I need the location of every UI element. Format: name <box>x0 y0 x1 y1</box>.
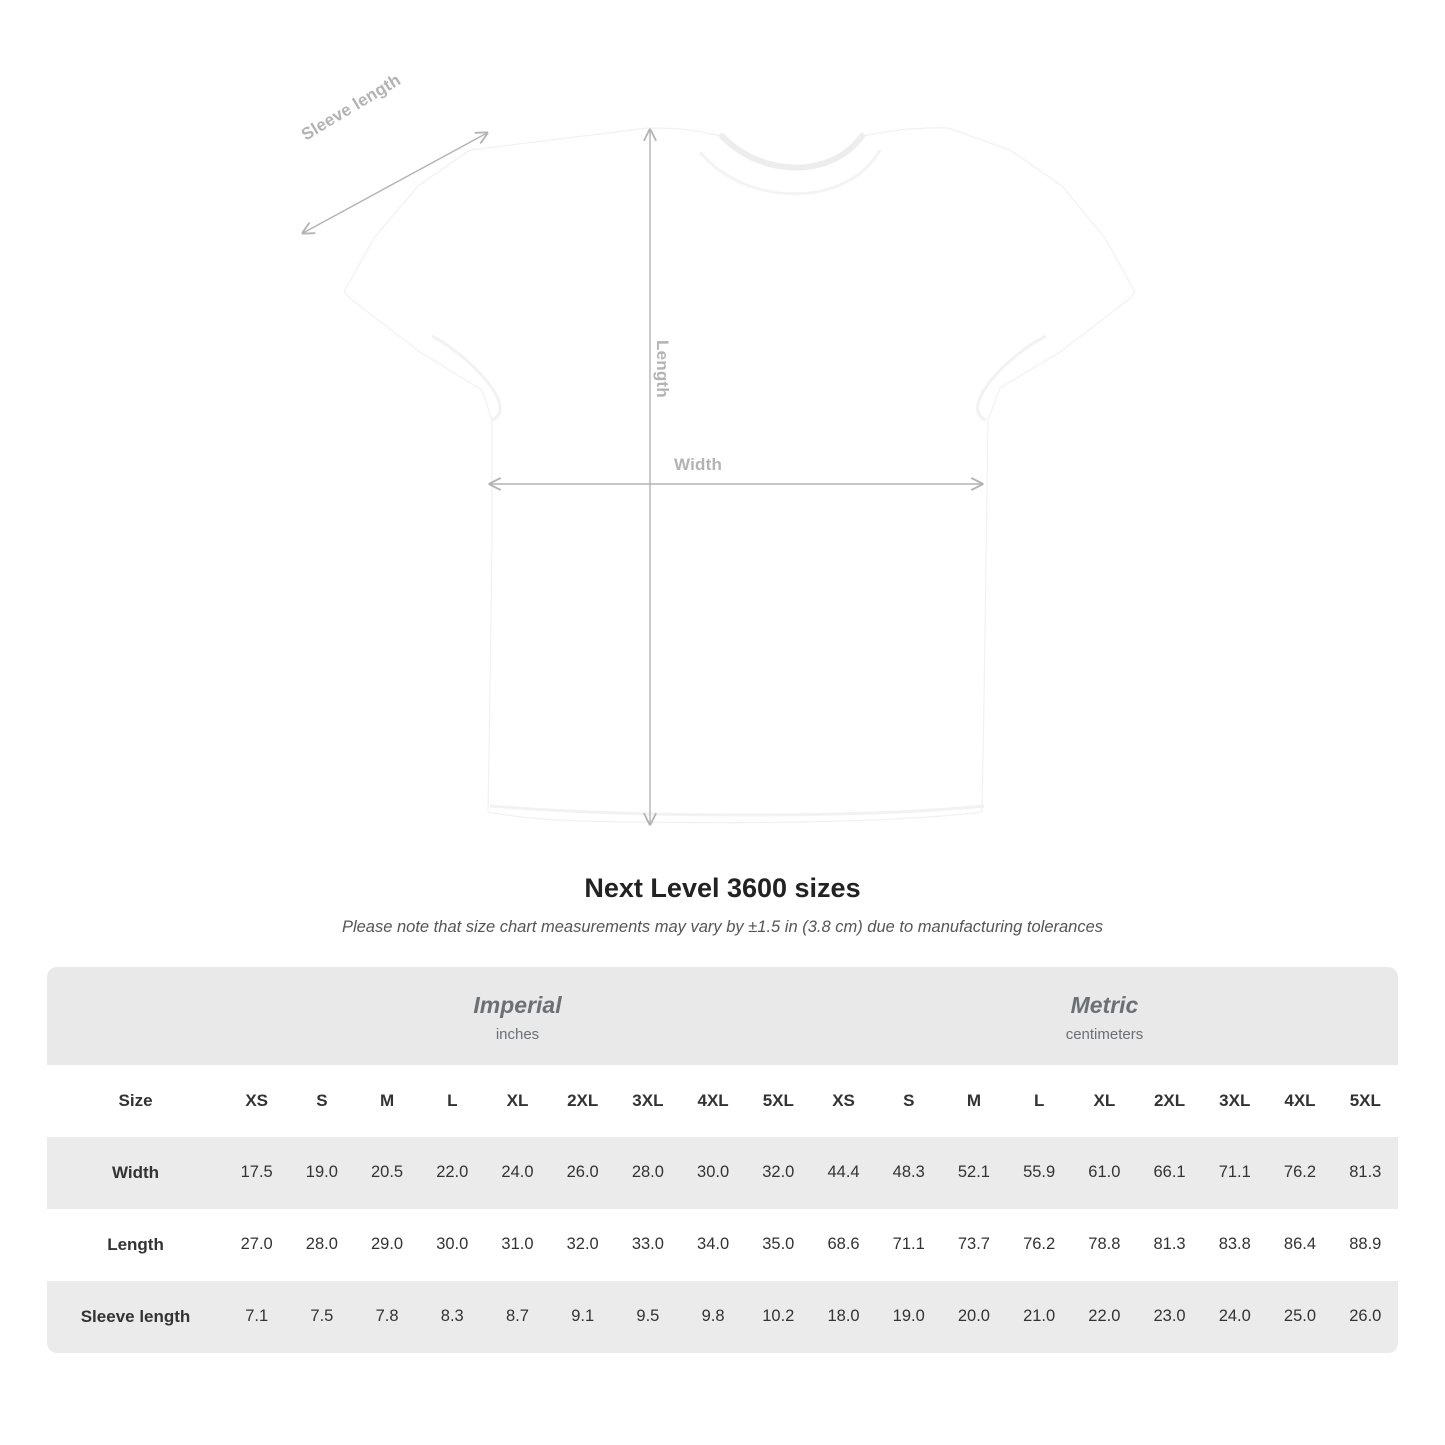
metric-sub: centimeters <box>1065 1025 1144 1043</box>
value-cell: 9.5 <box>615 1281 680 1353</box>
value-cell: 17.5 <box>224 1137 289 1209</box>
value-cell: 78.8 <box>1072 1209 1137 1281</box>
value-cell: 68.6 <box>811 1209 876 1281</box>
size-table <box>47 967 1398 1353</box>
value-cell: 7.5 <box>289 1281 354 1353</box>
value-cell: 22.0 <box>420 1137 485 1209</box>
size-cell: XS <box>224 1065 289 1137</box>
title-block <box>0 873 1445 937</box>
value-cell: 33.0 <box>615 1209 680 1281</box>
value-cell: 76.2 <box>1007 1209 1072 1281</box>
value-cell: 7.1 <box>224 1281 289 1353</box>
table-row <box>47 1209 1398 1281</box>
value-cell: 7.8 <box>354 1281 419 1353</box>
value-cell: 19.0 <box>289 1137 354 1209</box>
value-cell: 19.0 <box>876 1281 941 1353</box>
value-cell: 27.0 <box>224 1209 289 1281</box>
value-cell: 20.0 <box>941 1281 1006 1353</box>
size-cell: 4XL <box>680 1065 745 1137</box>
size-cell: XL <box>1072 1065 1137 1137</box>
size-cell: M <box>354 1065 419 1137</box>
value-cell: 9.8 <box>680 1281 745 1353</box>
imperial-sub: inches <box>495 1025 540 1043</box>
metric-name: Metric <box>1070 992 1139 1018</box>
value-cell: 23.0 <box>1137 1281 1202 1353</box>
value-cell: 44.4 <box>811 1137 876 1209</box>
size-cell: XS <box>811 1065 876 1137</box>
imperial-name: Imperial <box>473 992 562 1018</box>
value-cell: 30.0 <box>680 1137 745 1209</box>
size-cell: S <box>289 1065 354 1137</box>
value-cell: 88.9 <box>1333 1209 1398 1281</box>
value-cell: 8.7 <box>485 1281 550 1353</box>
size-cell: 5XL <box>1333 1065 1398 1137</box>
size-cell: 3XL <box>615 1065 680 1137</box>
value-cell: 81.3 <box>1137 1209 1202 1281</box>
value-cell: 76.2 <box>1267 1137 1332 1209</box>
value-cell: 66.1 <box>1137 1137 1202 1209</box>
value-cell: 22.0 <box>1072 1281 1137 1353</box>
value-cell: 71.1 <box>1202 1137 1267 1209</box>
value-cell: 25.0 <box>1267 1281 1332 1353</box>
size-cell: L <box>420 1065 485 1137</box>
size-cell: L <box>1007 1065 1072 1137</box>
value-cell: 71.1 <box>876 1209 941 1281</box>
size-cell: S <box>876 1065 941 1137</box>
value-cell: 35.0 <box>746 1209 811 1281</box>
value-cell: 9.1 <box>550 1281 615 1353</box>
size-cell: XL <box>485 1065 550 1137</box>
tolerance-note: Please note that size chart measurements may vary by ±1.5 in (3.8 cm) due to manufacturing tolerances <box>341 918 1104 936</box>
page-title: Next Level 3600 sizes <box>584 873 861 903</box>
metric-header <box>811 967 1398 1065</box>
sleeve-length-label: Sleeve length <box>298 70 404 145</box>
value-cell: 32.0 <box>550 1209 615 1281</box>
row-label-length: Length <box>47 1209 224 1281</box>
value-cell: 52.1 <box>941 1137 1006 1209</box>
width-label: Width <box>674 455 723 474</box>
value-cell: 29.0 <box>354 1209 419 1281</box>
imperial-header <box>224 967 811 1065</box>
size-cell: 4XL <box>1267 1065 1332 1137</box>
size-row <box>47 1065 1398 1137</box>
row-label-size: Size <box>47 1065 224 1137</box>
units-header-spacer <box>47 967 224 1065</box>
value-cell: 55.9 <box>1007 1137 1072 1209</box>
size-table-wrapper <box>47 967 1398 1353</box>
value-cell: 8.3 <box>420 1281 485 1353</box>
value-cell: 24.0 <box>1202 1281 1267 1353</box>
value-cell: 31.0 <box>485 1209 550 1281</box>
value-cell: 21.0 <box>1007 1281 1072 1353</box>
value-cell: 83.8 <box>1202 1209 1267 1281</box>
table-row <box>47 1137 1398 1209</box>
value-cell: 32.0 <box>746 1137 811 1209</box>
value-cell: 81.3 <box>1333 1137 1398 1209</box>
value-cell: 28.0 <box>289 1209 354 1281</box>
value-cell: 20.5 <box>354 1137 419 1209</box>
value-cell: 73.7 <box>941 1209 1006 1281</box>
value-cell: 26.0 <box>1333 1281 1398 1353</box>
row-label-sleeve-length: Sleeve length <box>47 1281 224 1353</box>
value-cell: 24.0 <box>485 1137 550 1209</box>
size-cell: 3XL <box>1202 1065 1267 1137</box>
value-cell: 61.0 <box>1072 1137 1137 1209</box>
value-cell: 26.0 <box>550 1137 615 1209</box>
value-cell: 18.0 <box>811 1281 876 1353</box>
length-label: Length <box>653 340 672 398</box>
value-cell: 86.4 <box>1267 1209 1332 1281</box>
value-cell: 10.2 <box>746 1281 811 1353</box>
row-label-width: Width <box>47 1137 224 1209</box>
size-cell: 2XL <box>1137 1065 1202 1137</box>
value-cell: 30.0 <box>420 1209 485 1281</box>
size-cell: 2XL <box>550 1065 615 1137</box>
size-cell: 5XL <box>746 1065 811 1137</box>
units-header-row <box>47 967 1398 1065</box>
shirt-shape <box>344 128 1135 823</box>
value-cell: 34.0 <box>680 1209 745 1281</box>
value-cell: 48.3 <box>876 1137 941 1209</box>
value-cell: 28.0 <box>615 1137 680 1209</box>
table-row <box>47 1281 1398 1353</box>
size-cell: M <box>941 1065 1006 1137</box>
